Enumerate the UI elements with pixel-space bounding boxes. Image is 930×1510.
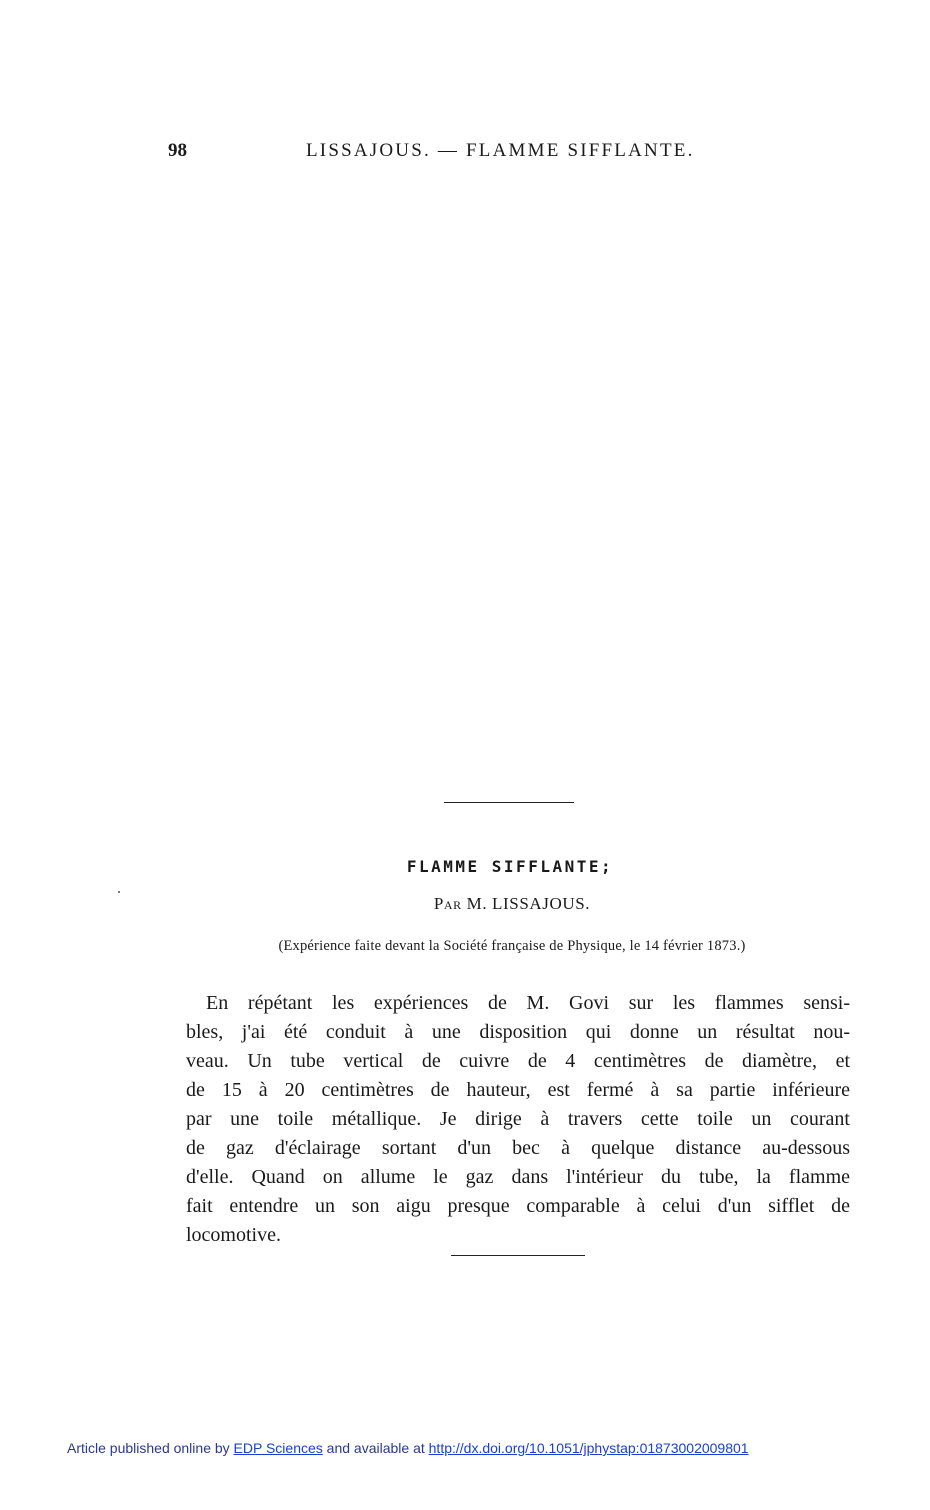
byline-prefix: Par	[433, 894, 462, 913]
page-number: 98	[168, 140, 187, 161]
body-line: par une toile métallique. Je dirige à travers cette toile un courant	[186, 1108, 850, 1130]
body-line: de 15 à 20 centimètres de hauteur, est fermé à sa partie inférieure	[186, 1079, 850, 1101]
separator-rule-top	[444, 802, 574, 803]
publication-footer	[67, 1440, 749, 1456]
publisher-link[interactable]: EDP Sciences	[233, 1440, 323, 1456]
article-body	[186, 989, 850, 1250]
body-line: de gaz d'éclairage sortant d'un bec à quelque distance au-dessous	[186, 1137, 850, 1159]
body-line: fait entendre un son aigu presque comparable à celui d'un sifflet de	[186, 1195, 850, 1217]
experiment-note: (Expérience faite devant la Société française de Physique, le 14 février 1873.)	[278, 938, 746, 954]
doi-link[interactable]: http://dx.doi.org/10.1051/jphystap:01873002009801	[428, 1440, 749, 1456]
running-head	[0, 140, 930, 168]
byline	[0, 894, 930, 914]
running-title: LISSAJOUS. — FLAMME SIFFLANTE.	[306, 140, 695, 161]
footer-text-before: Article published online by	[67, 1440, 230, 1456]
body-line: veau. Un tube vertical de cuivre de 4 centimètres de diamètre, et	[186, 1050, 850, 1072]
scan-speck	[118, 891, 120, 893]
body-line: bles, j'ai été conduit à une disposition qui donne un résultat nou-	[186, 1021, 850, 1043]
body-line: d'elle. Quand on allume le gaz dans l'intérieur du tube, la flamme	[186, 1166, 850, 1188]
author-name: M. LISSAJOUS.	[466, 894, 591, 913]
body-line: En répétant les expériences de M. Govi sur les flammes sensi-	[206, 992, 850, 1014]
article-title: FLAMME SIFFLANTE;	[406, 857, 614, 876]
separator-rule-bottom	[451, 1255, 585, 1256]
footer-text-middle: and available at	[326, 1440, 425, 1456]
body-line: locomotive.	[186, 1224, 281, 1246]
